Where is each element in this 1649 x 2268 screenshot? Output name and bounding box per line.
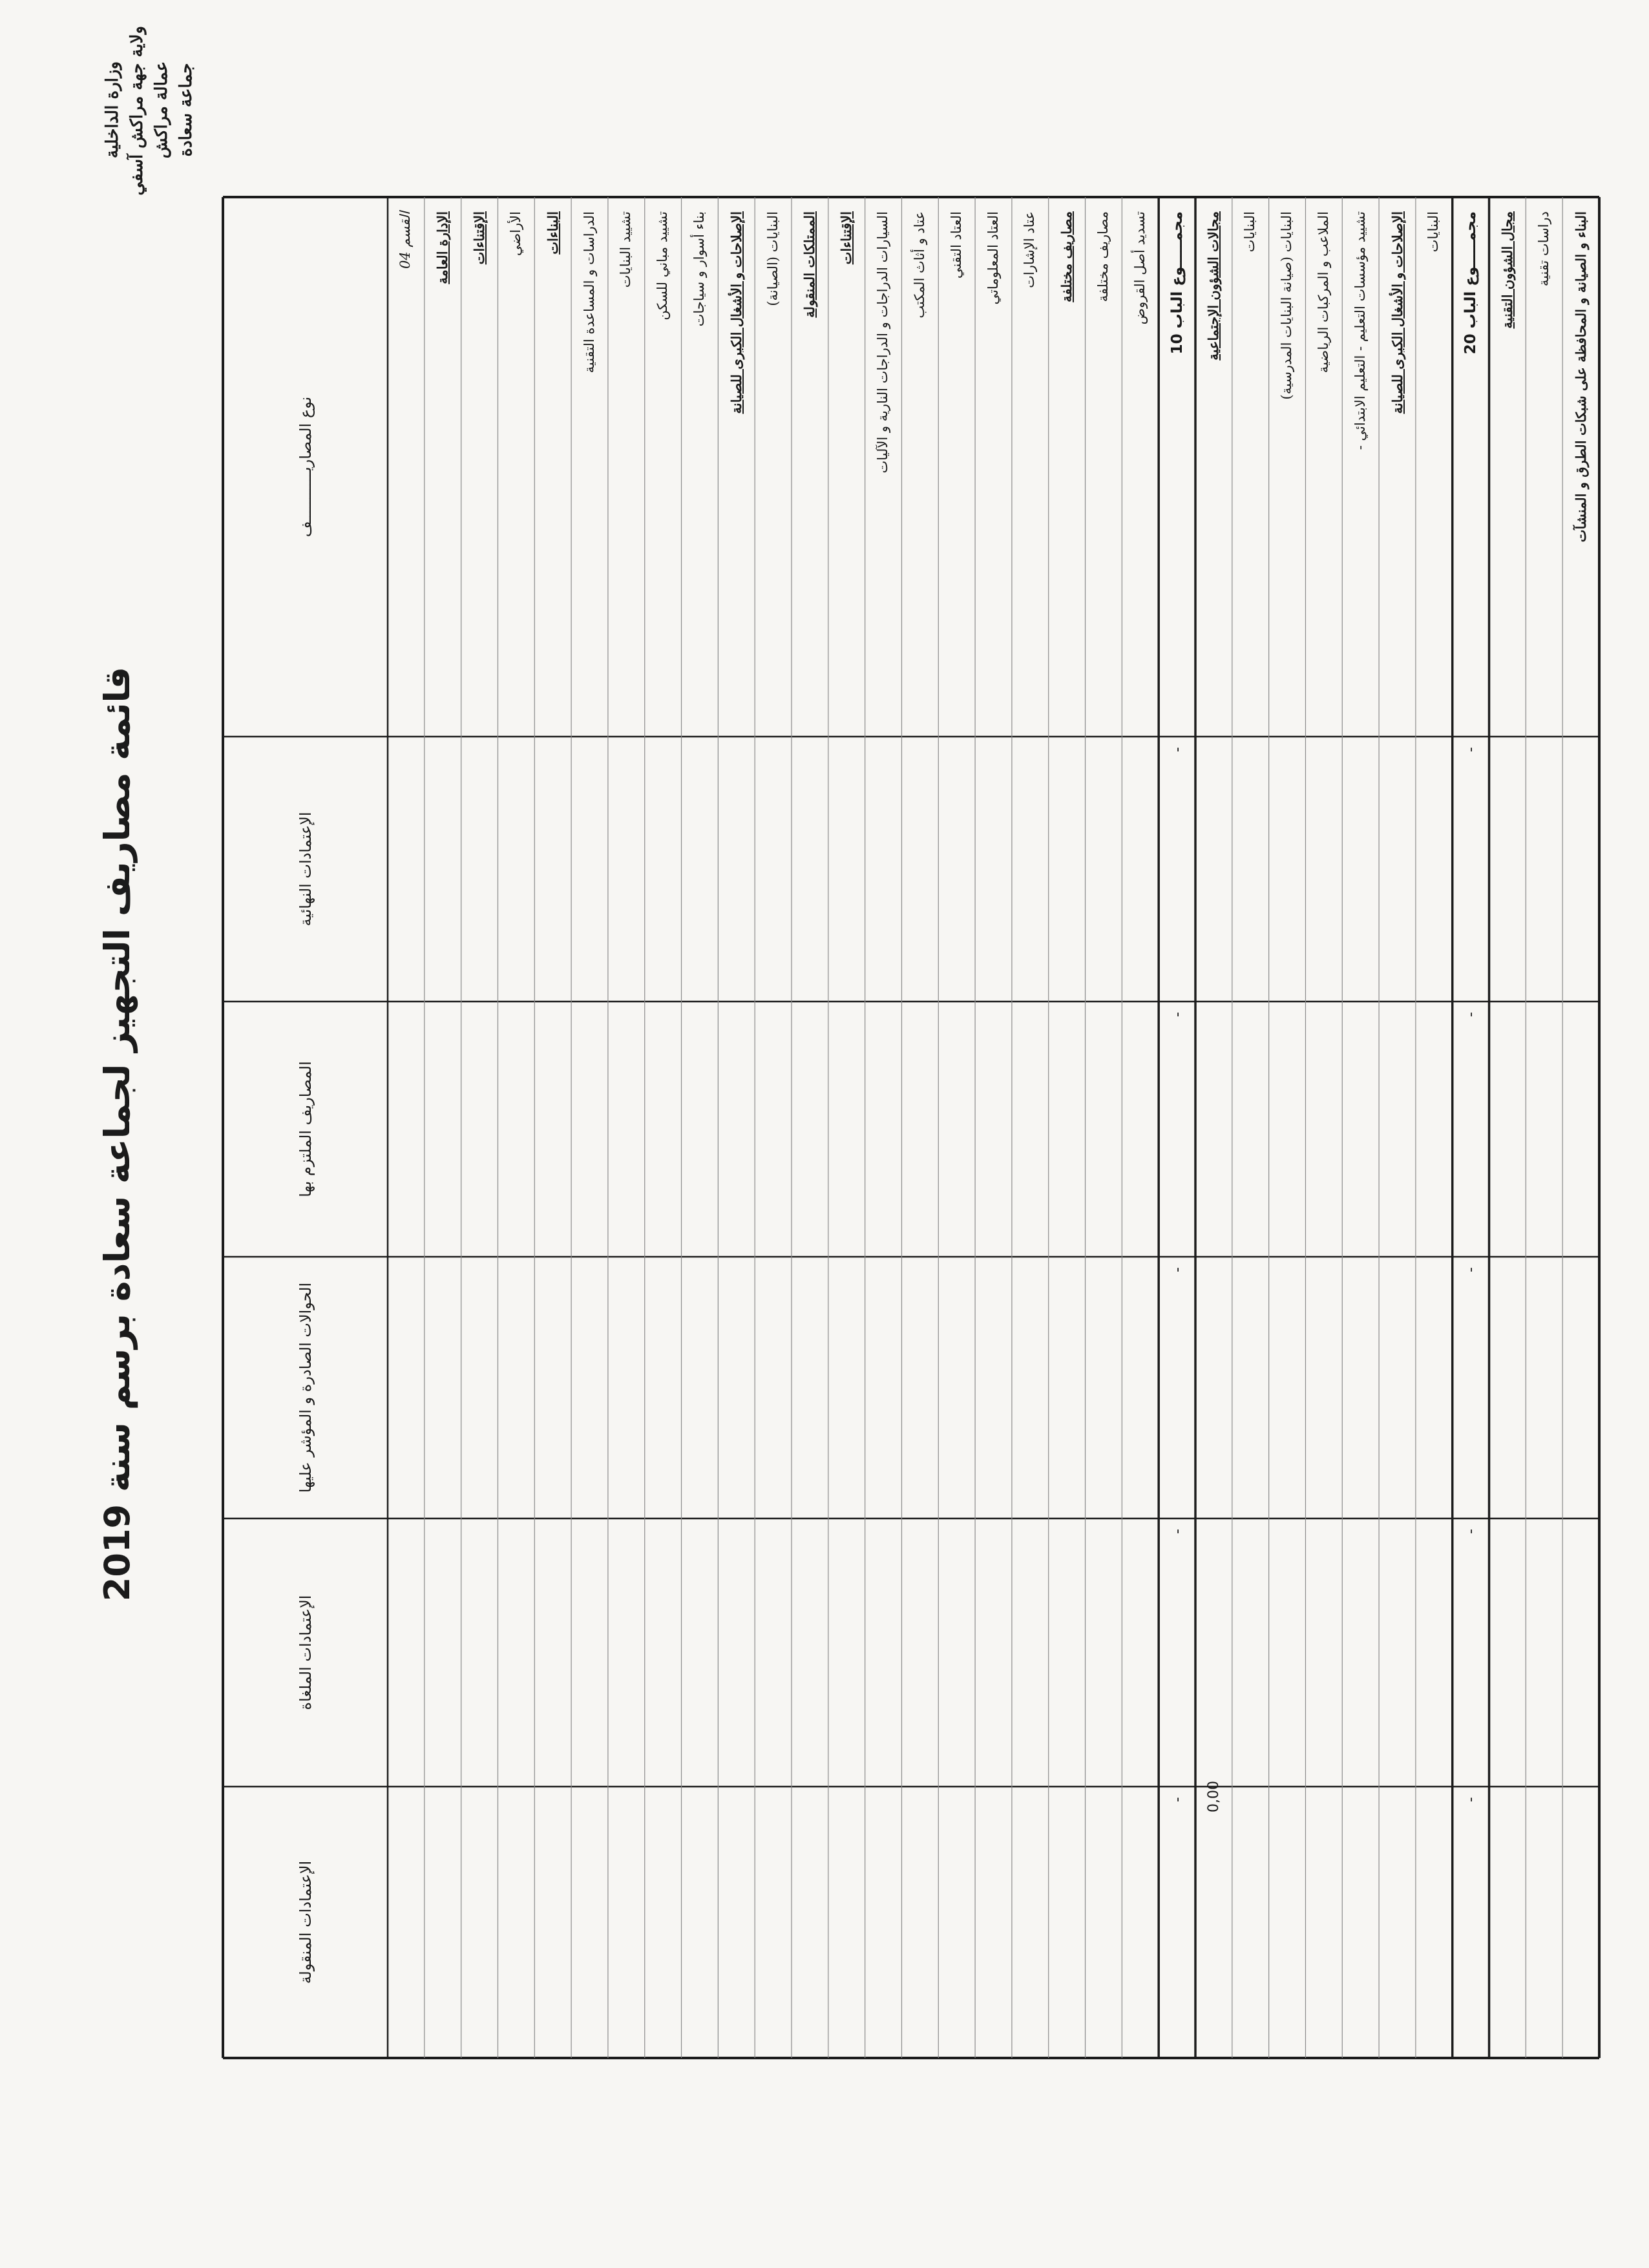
bab20-cell-2: -	[1463, 1012, 1480, 1017]
row-label-6: الدراسات و المساعدة التقنية	[581, 211, 597, 373]
row-label-14: السيارات الدراجات و الدراجات النارية و الآليات	[875, 211, 891, 474]
bab20-cell-3: -	[1463, 1267, 1480, 1272]
row-label-15: عتاد و أثاث المكتب	[911, 211, 927, 319]
row-label-12: الممتلكات المنقولة	[801, 211, 818, 318]
row-label-21: تسديد أصل القروض	[1131, 211, 1148, 325]
header-line-2: ولاية جهة مراكش آسفي	[127, 26, 147, 196]
document-title: قائمة مصاريف التجهيز لجماعة سعادة برسم سنة 2019	[97, 666, 138, 1602]
bab10-cell-2: -	[1169, 1012, 1186, 1017]
row-label-5: البناءات	[544, 211, 561, 255]
bab20-cell-1: -	[1463, 747, 1480, 752]
bab10-cell-1: -	[1169, 747, 1186, 752]
header-line-4: جماعة سعادة	[176, 63, 196, 157]
row-label-26: الملاعب و المركبات الرياضية	[1315, 211, 1331, 373]
column-header-5: الإعتمادات الملغاة	[296, 1595, 315, 1710]
row-label-24: البنايات	[1242, 211, 1258, 253]
row-label-32: دراسات تقنية	[1535, 211, 1551, 287]
bab10-transferred-value: 0,00	[1206, 1781, 1223, 1812]
row-label-18: عتاد الإشارات	[1022, 211, 1038, 288]
row-label-13: الإقتناءات	[838, 211, 855, 265]
row-label-9: بناء أسوار و سياجات	[691, 211, 707, 327]
row-label-28: الإصلاحات و الأشغال الكبرى للصيانة	[1389, 211, 1405, 414]
column-header-1: نوع المصاريـــــــــــف	[296, 396, 315, 538]
row-label-2: الإدارة العامة	[434, 211, 451, 284]
row-label-16: العتاد التقني	[948, 211, 964, 279]
bab10-cell-4: -	[1169, 1529, 1186, 1534]
row-label-29: البنايات	[1425, 211, 1442, 253]
header-line-1: وزارة الداخلية	[103, 61, 122, 159]
bab20-cell-5: -	[1463, 1797, 1480, 1802]
row-label-4: الأراضي	[507, 211, 523, 257]
row-label-27: تشييد مؤسسات التعليم - التعليم الابتدائي -	[1352, 211, 1368, 450]
column-header-4: الحوالات الصادرة و المؤشر عليها	[296, 1282, 315, 1493]
row-label-1: القسم 04	[397, 211, 414, 269]
row-label-11: البنايات (الصيانة)	[764, 211, 781, 306]
row-label-22: مجمـــــوع الباب 10	[1168, 211, 1186, 355]
row-label-17: العتاد المعلوماتي	[985, 211, 1001, 305]
column-header-6: الإعتمادات المنقولة	[296, 1860, 315, 1984]
row-label-30: مجمـــــوع الباب 20	[1462, 211, 1480, 355]
row-label-10: الإصلاحات و الأشغال الكبرى للصيانة	[728, 211, 744, 414]
row-label-25: البنايات (صيانة البنايات المدرسية)	[1279, 211, 1295, 400]
row-label-31: مجال الشؤون التقنية	[1498, 211, 1515, 329]
header-line-3: عمالة مراكش	[152, 61, 171, 159]
row-label-8: تشييد مباني للسكن	[655, 211, 671, 320]
row-label-19: مصاريف مختلفة	[1058, 211, 1075, 302]
row-label-3: الإقتناءات	[471, 211, 488, 265]
row-label-23: مجالات الشؤون الإجتماعية	[1205, 211, 1222, 361]
bab20-cell-4: -	[1463, 1529, 1480, 1534]
row-label-20: مصاريف مختلفة	[1095, 211, 1111, 302]
bab10-cell-5: -	[1169, 1797, 1186, 1802]
column-header-2: الإعتمادات النهائية	[296, 812, 315, 927]
row-label-7: تشييد البنايات	[618, 211, 634, 288]
column-header-3: المصاريف الملتزم بها	[296, 1061, 315, 1197]
bab10-cell-3: -	[1169, 1267, 1186, 1272]
row-label-33: البناء و الصيانة و المحافظة على شبكات الطرق و المنشآت	[1572, 211, 1589, 543]
